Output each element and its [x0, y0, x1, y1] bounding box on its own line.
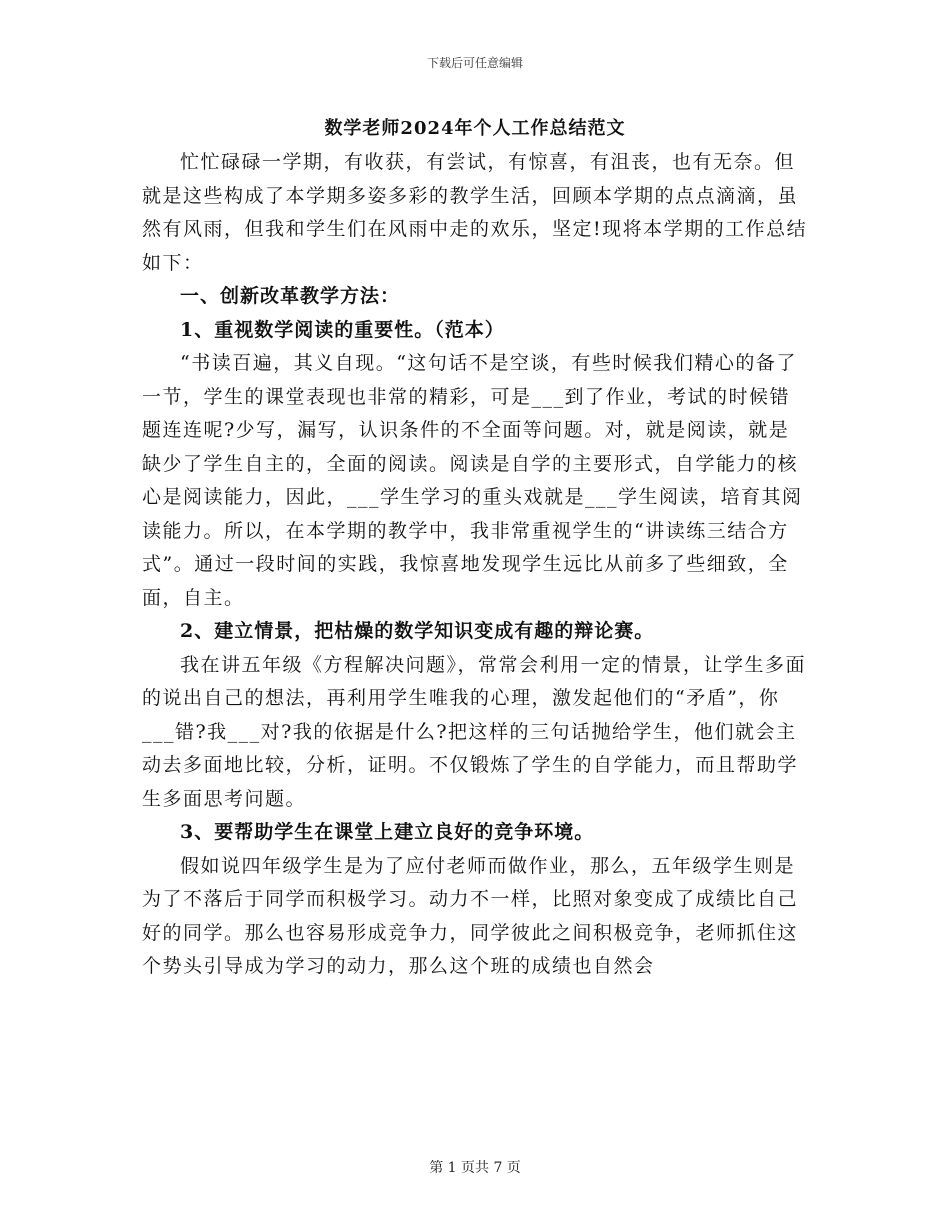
subsection-heading-3: 3、要帮助学生在课堂上建立良好的竞争环境。	[180, 821, 595, 843]
subsection-body-2: 我在讲五年级《方程解决问题》，常常会利用一定的情景，让学生多面的说出自己的想法，再利用学生唯我的心理，激发起他们的“矛盾”，你___错?我___对?我的依据是什么?把这样的三句话抛给学生，他们就会主动去多面地比较，分析，证明。不仅锻炼了学生的自学能力，而且帮助学生多面思考问题。	[142, 653, 807, 810]
section-heading-1: 一、创新改革教学方法：	[180, 285, 401, 307]
subsection-body-3: 假如说四年级学生是为了应付老师而做作业，那么，五年级学生则是为了不落后于同学而积极学习。动力不一样，比照对象变成了成绩比自己好的同学。那么也容易形成竞争力，同学彼此之间积极竞争，老师抓住这个势头引导成为学习的动力，那么这个班的成绩也自然会	[142, 854, 799, 977]
document-title: 数学老师2024年个人工作总结范文	[324, 118, 626, 139]
subsection-heading-1: 1、重视数学阅读的重要性。（范本）	[180, 318, 505, 341]
page-number: 第 1 页共 7 页	[429, 1160, 521, 1176]
page-header-note: 下载后可任意编辑	[426, 56, 523, 70]
subsection-heading-2: 2、建立情景，把枯燥的数学知识变成有趣的辩论赛。	[180, 620, 655, 642]
subsection-body-1: “书读百遍，其义自现。“这句话不是空谈，有些时候我们精心的备了一节，学生的课堂表现也非常的精彩，可是___到了作业，考试的时候错题连连呢?少写，漏写，认识条件的不全面等问题。对，就是阅读，就是缺少了学生自主的，全面的阅读。阅读是自学的主要形式，自学能力的核心是阅读能力，因此，___学生学习的重头戏就是___学生阅读，培育其阅读能力。所以，在本学期的教学中，我非常重视学生的“讲读练三结合方式”。通过一段时间的实践，我惊喜地发现学生远比从前多了些细致，全面，自主。	[142, 352, 803, 609]
intro-paragraph: 忙忙碌碌一学期，有收获，有尝试，有惊喜，有沮丧，也有无奈。但就是这些构成了本学期多姿多彩的教学生活，回顾本学期的点点滴滴，虽然有风雨，但我和学生们在风雨中走的欢乐，坚定!现将本学期的工作总结如下：	[142, 151, 808, 274]
document-body	[142, 112, 808, 984]
